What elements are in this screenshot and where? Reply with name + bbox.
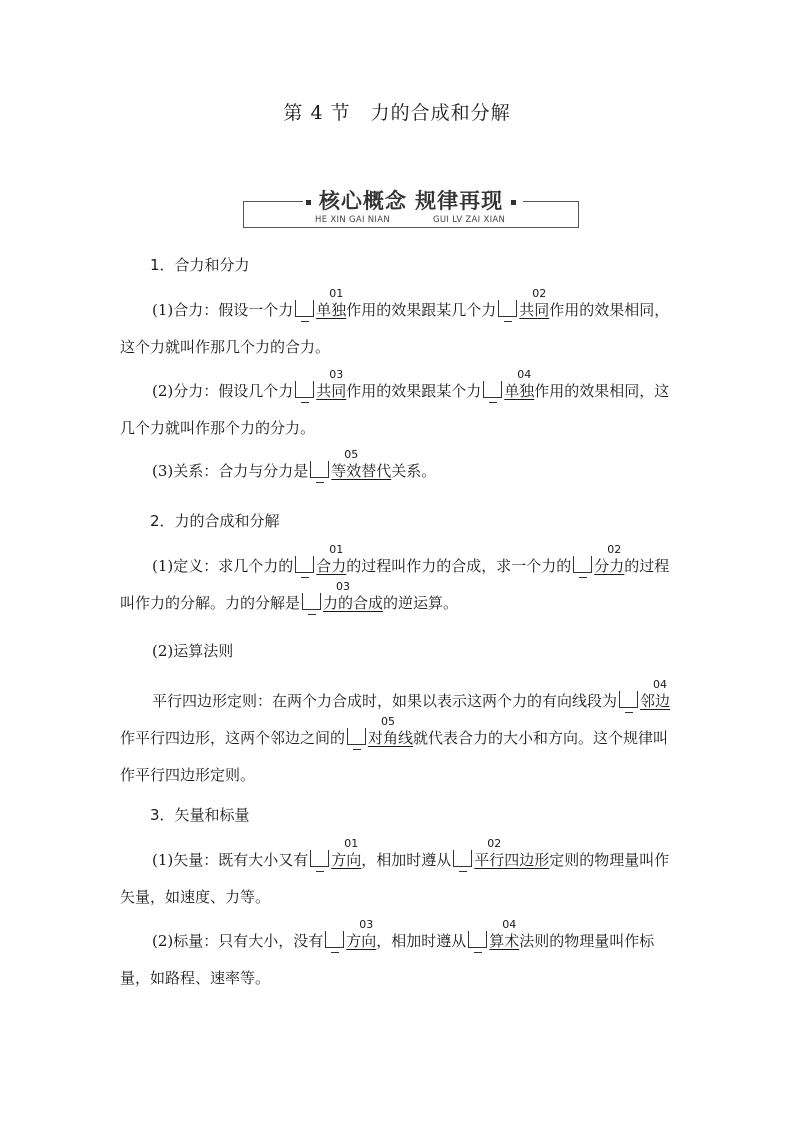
answer-text: 算术: [489, 932, 520, 950]
banner-title: 核心概念 规律再现: [318, 189, 504, 213]
blank-marker-icon: 04: [619, 691, 638, 708]
square-bullet-icon: [306, 200, 311, 205]
paragraph-parallelogram-rule: 平行四边形定则：在两个力合成时，如果以表示这两个力的有向线段为 04 邻边作平行四边形，这两个邻边之间的 05 对角线就代表合力的大小和方向。这个规律叫作平行四边形定则。: [120, 678, 671, 784]
page-title: 第 4 节 力的合成和分解: [283, 102, 511, 124]
blank-marker-icon: 02: [498, 300, 517, 317]
blank-marker-icon: 04: [468, 931, 487, 948]
blank-marker-icon: 05: [347, 728, 366, 745]
answer-text: 分力: [594, 557, 625, 575]
answer-text: 单独: [504, 382, 535, 400]
answer-text: 邻边: [640, 692, 671, 710]
answer-text: 合力: [316, 557, 347, 575]
paragraph-operation-rule: (2)运算法则: [152, 642, 234, 660]
paragraph-definition: (1)定义：求几个力的 01 合力的过程叫作力的合成，求一个力的 02 分力的过程叫作力的分解。力的分解是 03 力的合成的逆运算。: [120, 548, 676, 622]
paragraph-component-force: (2)分力：假设几个力 03 共同作用的效果跟某个力 04 单独作用的效果相同，这几个力就叫作那个力的分力。: [120, 368, 670, 437]
banner-pinyin-right: GUI LV ZAI XIAN: [433, 215, 506, 225]
answer-text: 单独: [316, 301, 347, 319]
blank-marker-icon: 01: [295, 300, 314, 317]
answer-text: 共同: [316, 382, 347, 400]
section-heading-3: 3．矢量和标量: [150, 806, 250, 824]
section-heading-1: 1．合力和分力: [150, 256, 250, 274]
banner-pinyin-left: HE XIN GAI NIAN: [315, 215, 391, 225]
paragraph-scalar: (2)标量：只有大小，没有 03 方向，相加时遵从 04 算术法则的物理量叫作标量，如路程、速率等。: [120, 918, 655, 987]
blank-marker-icon: 02: [573, 556, 592, 573]
blank-marker-icon: 04: [483, 381, 502, 398]
blank-marker-icon: 03: [325, 931, 344, 948]
square-bullet-icon: [511, 200, 516, 205]
paragraph-vector: (1)矢量：既有大小又有 01 方向，相加时遵从 02 平行四边形定则的物理量叫作矢量，如速度、力等。: [120, 837, 670, 906]
blank-marker-icon: 01: [310, 850, 329, 867]
answer-text: 力的合成: [323, 594, 384, 612]
banner-bottom-line: [243, 227, 579, 228]
blank-marker-icon: 03: [295, 381, 314, 398]
answer-text: 对角线: [368, 729, 414, 747]
section-heading-2: 2．力的合成和分解: [150, 512, 280, 530]
paragraph-resultant-force: (1)合力：假设一个力 01 单独作用的效果跟某几个力 02 共同作用的效果相同，这个力就叫作那几个力的合力。: [120, 287, 670, 356]
section-banner: [243, 183, 579, 231]
answer-text: 平行四边形: [474, 851, 550, 869]
blank-marker-icon: 02: [453, 850, 472, 867]
answer-text: 方向: [331, 851, 362, 869]
banner-heading: [243, 185, 579, 215]
blank-marker-icon: 03: [302, 593, 321, 610]
blank-marker-icon: 01: [295, 556, 314, 573]
answer-text: 共同: [519, 301, 550, 319]
paragraph-relationship: (3)关系：合力与分力是 05 等效替代关系。: [120, 453, 676, 490]
blank-marker-icon: 05: [310, 461, 329, 478]
answer-text: 等效替代: [331, 462, 392, 480]
answer-text: 方向: [346, 932, 377, 950]
